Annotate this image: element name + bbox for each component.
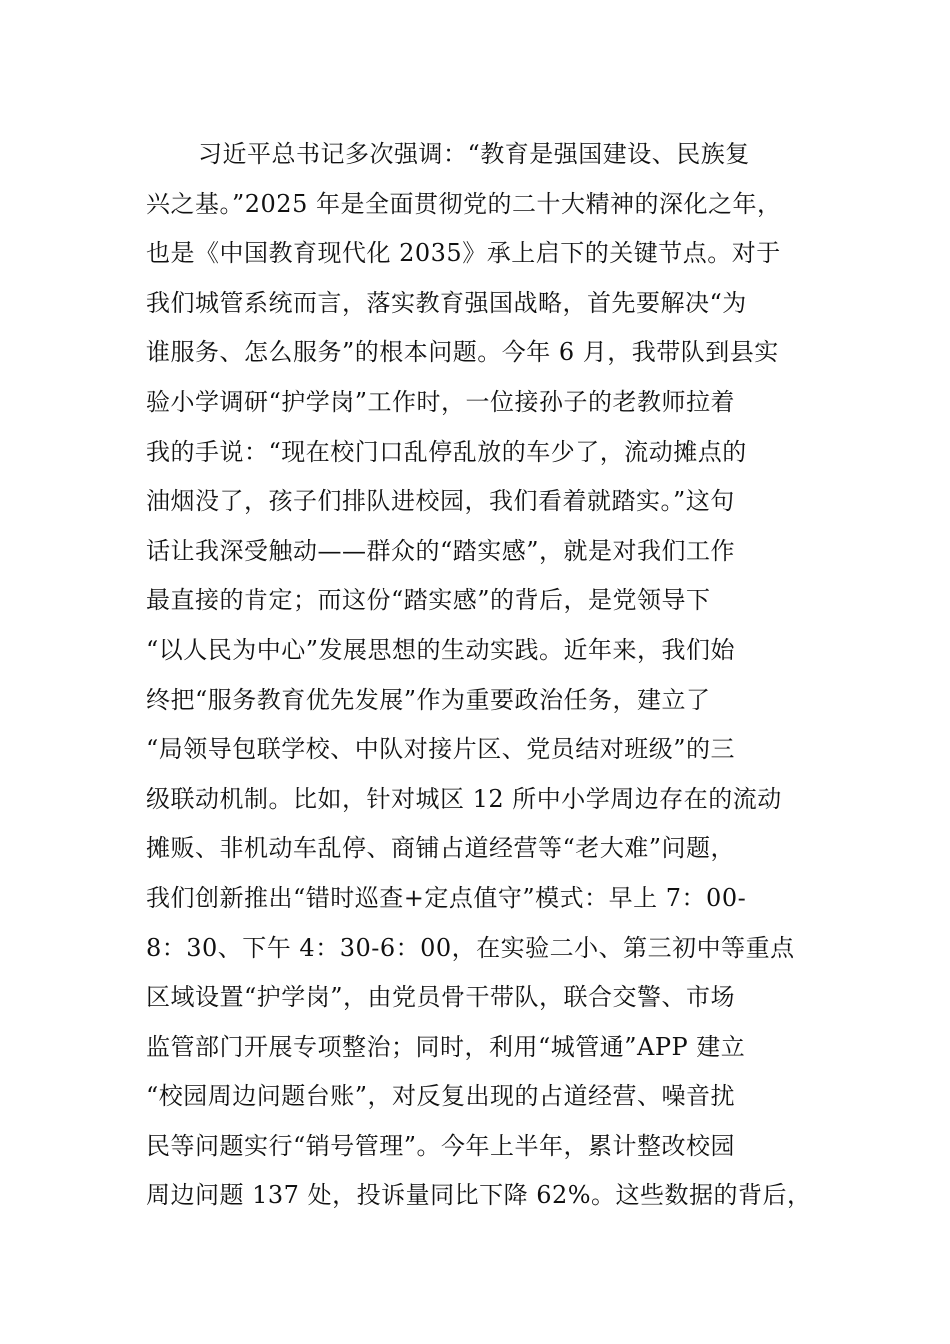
text-line: “局领导包联学校、中队对接片区、党员结对班级”的三 [146, 735, 736, 764]
text-line: 终把“服务教育优先发展”作为重要政治任务，建立了 [146, 685, 711, 714]
text-line: 我们创新推出“错时巡查+定点值守”模式：早上 7：00- [146, 883, 747, 912]
text-line: 兴之基。”2025 年是全面贯彻党的二十大精神的深化之年， [146, 189, 782, 218]
text-line: 监管部门开展专项整治；同时，利用“城管通”APP 建立 [146, 1032, 746, 1061]
text-line: 摊贩、非机动车乱停、商铺占道经营等“老大难”问题， [146, 834, 736, 863]
text-line: 最直接的肯定；而这份“踏实感”的背后，是党领导下 [146, 586, 711, 615]
text-line: “校园周边问题台账”，对反复出现的占道经营、噪音扰 [146, 1082, 736, 1111]
text-line: 我的手说：“现在校门口乱停乱放的车少了，流动摊点的 [146, 437, 747, 466]
body-paragraph [146, 130, 816, 1221]
text-line: “以人民为中心”发展思想的生动实践。近年来，我们始 [146, 635, 736, 664]
text-line: 区域设置“护学岗”，由党员骨干带队，联合交警、市场 [146, 983, 736, 1012]
text-line: 周边问题 137 处，投诉量同比下降 62%。这些数据的背后， [146, 1181, 812, 1210]
text-line: 谁服务、怎么服务”的根本问题。今年 6 月，我带队到县实 [146, 338, 779, 367]
text-line: 我们城管系统而言，落实教育强国战略，首先要解决“为 [146, 288, 747, 317]
text-line: 民等问题实行“销号管理”。今年上半年，累计整改校园 [146, 1131, 736, 1160]
text-line: 也是《中国教育现代化 2035》承上启下的关键节点。对于 [146, 239, 781, 268]
text-line: 油烟没了，孩子们排队进校园，我们看着就踏实。”这句 [146, 487, 735, 516]
text-line: 8：30、下午 4：30-6：00，在实验二小、第三初中等重点 [146, 933, 795, 962]
text-line: 话让我深受触动——群众的“踏实感”，就是对我们工作 [146, 536, 736, 565]
text-line: 验小学调研“护学岗”工作时，一位接孙子的老教师拉着 [146, 387, 736, 416]
text-line: 习近平总书记多次强调：“教育是强国建设、民族复 [198, 140, 750, 168]
text-line: 级联动机制。比如，针对城区 12 所中小学周边存在的流动 [146, 784, 782, 813]
